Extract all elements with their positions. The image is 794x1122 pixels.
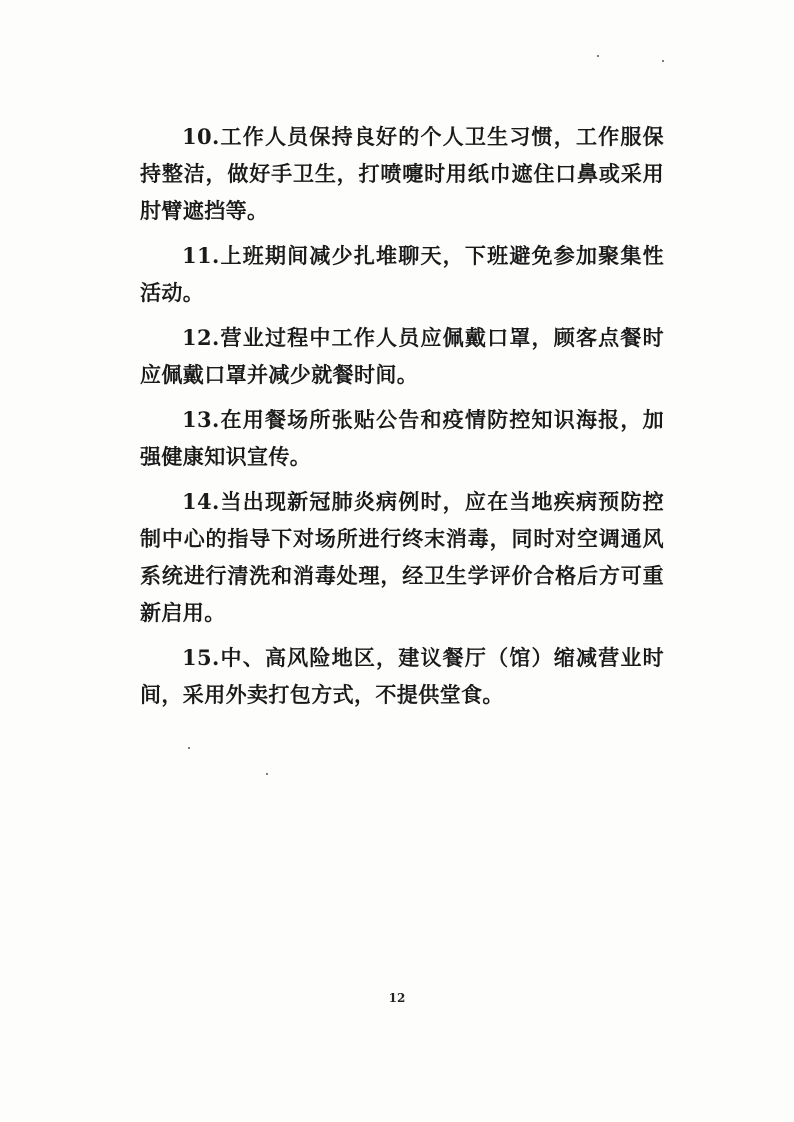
paragraph-item-12: 12.营业过程中工作人员应佩戴口罩，顾客点餐时应佩戴口罩并减少就餐时间。 (140, 325, 664, 387)
paragraph-item-11: 11.上班期间减少扎堆聊天，下班避免参加聚集性活动。 (140, 243, 664, 305)
scan-speck (188, 747, 190, 749)
paragraph-item-15: 15.中、高风险地区，建议餐厅（馆）缩减营业时间，采用外卖打包方式，不提供堂食。 (140, 645, 664, 707)
scan-speck (662, 60, 664, 62)
paragraph-item-10: 10.工作人员保持良好的个人卫生习惯，工作服保持整洁，做好手卫生，打喷嚏时用纸巾遮住口鼻或采用肘臂遮挡等。 (140, 124, 664, 223)
paragraph-item-13: 13.在用餐场所张贴公告和疫情防控知识海报，加强健康知识宣传。 (140, 407, 664, 469)
document-body (140, 118, 664, 713)
scan-speck (266, 773, 268, 775)
page-number: 12 (388, 991, 406, 1005)
scan-speck (597, 55, 599, 57)
paragraph-item-14: 14.当出现新冠肺炎病例时，应在当地疾病预防控制中心的指导下对场所进行终末消毒，同时对空调通风系统进行清洗和消毒处理，经卫生学评价合格后方可重新启用。 (140, 489, 664, 625)
